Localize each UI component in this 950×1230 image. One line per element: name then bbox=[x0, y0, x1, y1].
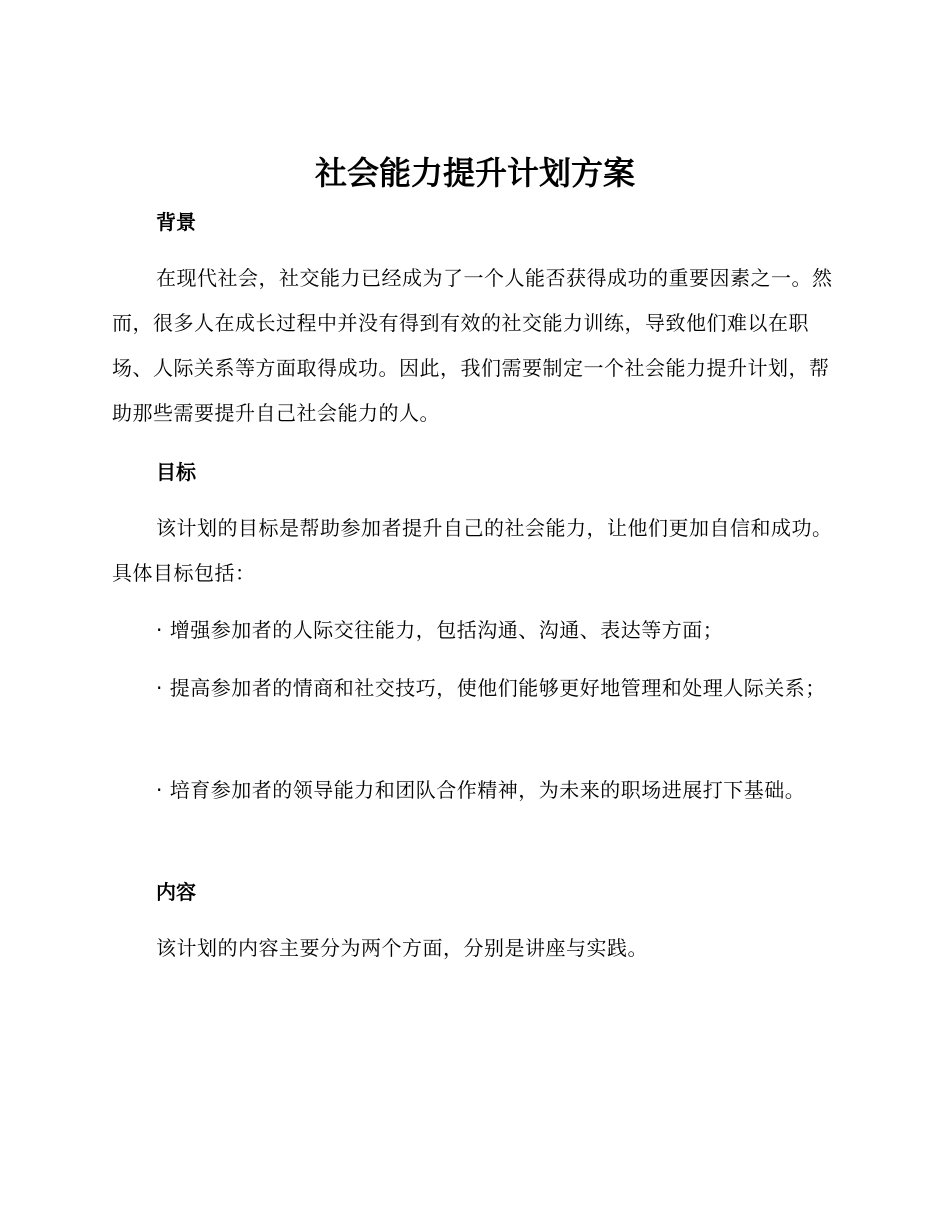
section-heading-content: 内容 bbox=[156, 880, 196, 904]
document-title: 社会能力提升计划方案 bbox=[314, 154, 635, 192]
content-paragraph: 该计划的内容主要分为两个方面，分别是讲座与实践。 bbox=[156, 936, 648, 960]
background-paragraph: 在现代社会，社交能力已经成为了一个人能否获得成功的重要因素之一。然而，很多人在成长过程中并没有得到有效的社交能力训练，导致他们难以在职场、人际关系等方面取得成功。因此，我们需要制定一个社会能力提升计划，帮助那些需要提升自己社会能力的人。 bbox=[112, 266, 833, 425]
section-heading-goals: 目标 bbox=[156, 460, 196, 484]
goal-list-item: · 增强参加者的人际交往能力，包括沟通、沟通、表达等方面； bbox=[156, 618, 724, 642]
section-heading-background: 背景 bbox=[156, 210, 196, 234]
goal-list-item: · 提高参加者的情商和社交技巧，使他们能够更好地管理和处理人际关系； bbox=[156, 676, 826, 700]
goal-list-item: · 培育参加者的领导能力和团队合作精神，为未来的职场进展打下基础。 bbox=[156, 778, 806, 802]
goals-intro-paragraph: 该计划的目标是帮助参加者提升自己的社会能力，让他们更加自信和成功。具体目标包括： bbox=[112, 516, 833, 585]
